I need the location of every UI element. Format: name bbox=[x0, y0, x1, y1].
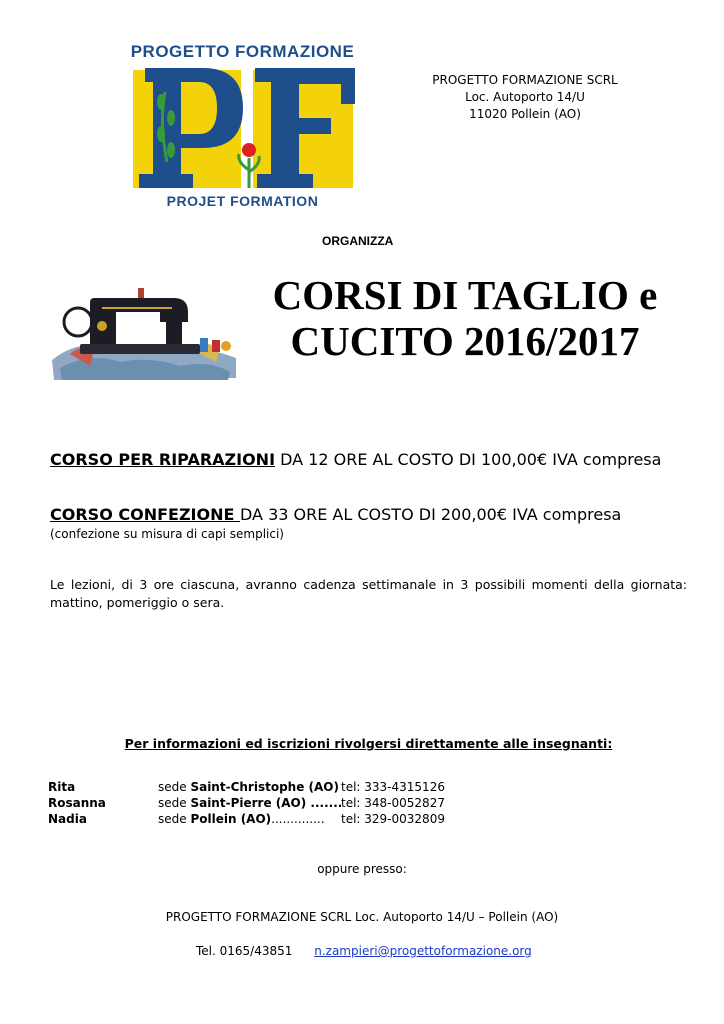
logo-bottom-text: PROJET FORMATION bbox=[166, 193, 319, 209]
contact-sede: sede Pollein (AO).............. bbox=[158, 812, 325, 826]
email-link[interactable]: n.zampieri@progettoformazione.org bbox=[314, 944, 532, 958]
contact-tel: tel: 348-0052827 bbox=[341, 796, 445, 810]
course-name: CORSO CONFEZIONE bbox=[50, 505, 240, 524]
logo-top-text: PROGETTO FORMAZIONE bbox=[130, 42, 355, 61]
contact-name: Nadia bbox=[48, 812, 87, 826]
organizza-label: ORGANIZZA bbox=[322, 234, 394, 248]
footer-contact bbox=[196, 944, 532, 958]
page-title bbox=[250, 272, 680, 364]
contact-sede: sede Saint-Christophe (AO) bbox=[158, 780, 339, 794]
contact-tel: tel: 333-4315126 bbox=[341, 780, 445, 794]
logo-pf-mark bbox=[125, 62, 360, 192]
progetto-formazione-logo bbox=[120, 42, 365, 212]
info-heading: Per informazioni ed iscrizioni rivolgersi direttamente alle insegnanti: bbox=[124, 736, 613, 751]
company-street: Loc. Autoporto 14/U bbox=[465, 90, 585, 104]
company-address bbox=[430, 72, 620, 123]
contact-sede: sede Saint-Pierre (AO) ....... bbox=[158, 796, 343, 810]
title-line-1: CORSI DI TAGLIO e bbox=[272, 272, 658, 318]
contact-name: Rita bbox=[48, 780, 76, 794]
contact-tel: tel: 329-0032809 bbox=[341, 812, 445, 826]
footer-tel: Tel. 0165/43851 bbox=[196, 944, 293, 958]
oppure-text: oppure presso: bbox=[317, 862, 407, 876]
company-name: PROGETTO FORMAZIONE SCRL bbox=[432, 73, 618, 87]
course-name: CORSO PER RIPARAZIONI bbox=[50, 450, 276, 469]
course-detail: DA 12 ORE AL COSTO DI 100,00€ IVA compresa bbox=[275, 450, 662, 469]
lessons-paragraph: Le lezioni, di 3 ore ciascuna, avranno cadenza settimanale in 3 possibili momenti della giornata: mattino, pomeriggio o sera. bbox=[50, 577, 687, 610]
course-detail: DA 33 ORE AL COSTO DI 200,00€ IVA compresa bbox=[240, 505, 622, 524]
course-confezione bbox=[50, 505, 621, 524]
sewing-machine-illustration bbox=[50, 282, 240, 382]
footer-address: PROGETTO FORMAZIONE SCRL Loc. Autoporto 14/U – Pollein (AO) bbox=[165, 910, 559, 924]
title-line-2: CUCITO 2016/2017 bbox=[290, 318, 640, 364]
company-city: 11020 Pollein (AO) bbox=[469, 107, 581, 121]
course-note: (confezione su misura di capi semplici) bbox=[50, 527, 284, 541]
contact-name: Rosanna bbox=[48, 796, 106, 810]
course-riparazioni bbox=[50, 450, 661, 469]
